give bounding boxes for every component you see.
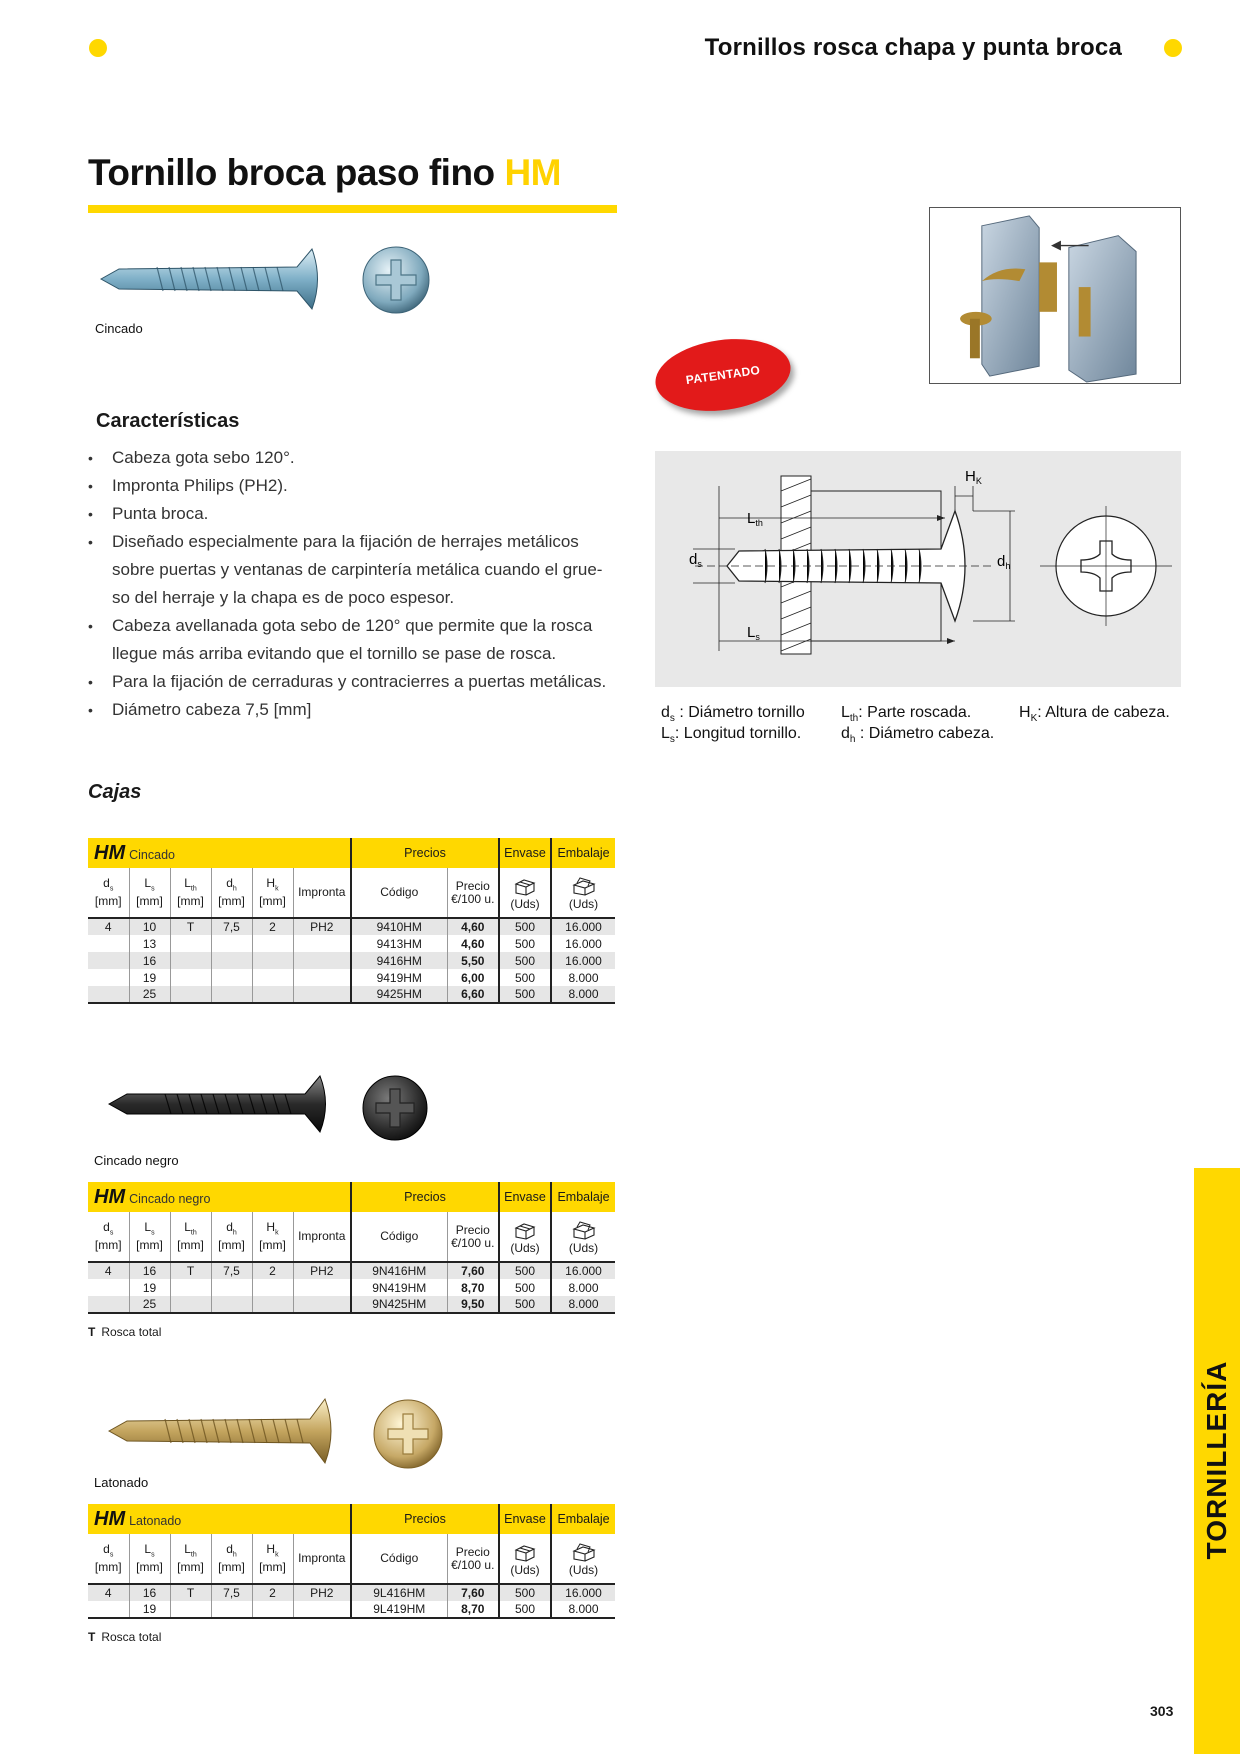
table-cell: 16.000	[551, 935, 615, 952]
table-cell: 7,5	[211, 1584, 252, 1601]
table-cell: PH2	[293, 1262, 351, 1279]
table-cell	[170, 1296, 211, 1313]
table-cell: PH2	[293, 918, 351, 935]
label-hk: $H_K$	[965, 468, 982, 486]
table-cell: 6,60	[447, 986, 499, 1003]
table-cell: 4,60	[447, 918, 499, 935]
table-cell	[88, 986, 129, 1003]
table-cell: 500	[499, 969, 551, 986]
table-cell: 8.000	[551, 1279, 615, 1296]
legend-dh: $d_h$ : Diámetro cabeza.	[841, 725, 995, 746]
table-cell: 8,70	[447, 1601, 499, 1618]
col-hk: $H_k$ [mm]	[252, 1212, 293, 1262]
table-row	[88, 935, 615, 952]
table-cell: 500	[499, 1296, 551, 1313]
col-embalaje: (Uds)	[551, 1534, 615, 1584]
table-cell: 19	[129, 969, 170, 986]
table-cell: 19	[129, 1601, 170, 1618]
package-icon	[571, 1542, 597, 1562]
col-ls: $L_s$ [mm]	[129, 1534, 170, 1584]
table-cell	[293, 986, 351, 1003]
table-cell: 16	[129, 1584, 170, 1601]
note-rosca-total-2: T Rosca total	[88, 1630, 162, 1644]
cajas-title: Cajas	[88, 781, 142, 803]
table-cell: 13	[129, 935, 170, 952]
characteristic-item: • Para la fijación de cerraduras y contracierres a puertas metálicas.	[88, 668, 618, 696]
table-row	[88, 1262, 615, 1279]
label-ds: $d_s$	[689, 551, 702, 569]
table-cell: 9L416HM	[351, 1584, 447, 1601]
table-cell: 500	[499, 952, 551, 969]
table-cell	[293, 952, 351, 969]
table-cell	[293, 935, 351, 952]
package-icon	[571, 876, 597, 896]
table-cell	[170, 969, 211, 986]
table-cell	[293, 969, 351, 986]
page-title	[88, 152, 561, 194]
table-cell	[211, 969, 252, 986]
page-title-main: Tornillo broca paso fino	[88, 152, 495, 193]
page-title-highlight: HM	[504, 152, 561, 193]
table-cell: 9L419HM	[351, 1601, 447, 1618]
table-cell	[211, 986, 252, 1003]
col-ds: $d_s$ [mm]	[88, 868, 129, 918]
table-cell	[211, 1279, 252, 1296]
table-cell: 16	[129, 1262, 170, 1279]
table-cell: 7,5	[211, 918, 252, 935]
table-cell: 6,00	[447, 969, 499, 986]
label-ls: $L_s$	[747, 624, 760, 642]
head-black-image	[362, 1075, 428, 1141]
col-codigo: Código	[351, 1212, 447, 1262]
col-group-embalaje: Embalaje	[551, 1504, 615, 1534]
table-cell: 8.000	[551, 1296, 615, 1313]
col-hk: $H_k$ [mm]	[252, 1534, 293, 1584]
finish-label-black: Cincado negro	[94, 1153, 179, 1168]
col-precio: Precio €/100 u.	[447, 1534, 499, 1584]
characteristic-item: • Impronta Philips (PH2).	[88, 472, 618, 500]
table-cell: 500	[499, 1584, 551, 1601]
table-cell	[170, 1279, 211, 1296]
table-cell: 7,60	[447, 1584, 499, 1601]
col-group-precios: Precios	[351, 1504, 499, 1534]
legend-ls: $L_s$: Longitud tornillo.	[661, 725, 802, 746]
table-cell: 9416HM	[351, 952, 447, 969]
price-table-black	[88, 1182, 615, 1314]
table-cell: 500	[499, 918, 551, 935]
col-lth: $L_{th}$ [mm]	[170, 1212, 211, 1262]
patent-badge	[651, 331, 795, 419]
table-cell: 500	[499, 986, 551, 1003]
col-ds: $d_s$ [mm]	[88, 1212, 129, 1262]
screw-brass-image	[105, 1395, 345, 1467]
table-cell: 9N425HM	[351, 1296, 447, 1313]
label-lth: $L_{th}$	[747, 510, 763, 528]
head-zinc-image	[362, 246, 430, 314]
table-row	[88, 1296, 615, 1313]
table-cell	[293, 1296, 351, 1313]
table-cell: 4	[88, 1584, 129, 1601]
table-cell: 2	[252, 918, 293, 935]
col-group-envase: Envase	[499, 1504, 551, 1534]
characteristics-list	[88, 444, 618, 724]
table-cell	[211, 1296, 252, 1313]
table-cell: 25	[129, 986, 170, 1003]
table-cell: 8.000	[551, 969, 615, 986]
table-cell: 16	[129, 952, 170, 969]
characteristic-item: • Cabeza avellanada gota sebo de 120° que permite que la rosca llegue más arriba evitando que el tornillo se pase de rosca.	[88, 612, 618, 668]
col-envase: (Uds)	[499, 1212, 551, 1262]
table-cell	[211, 1601, 252, 1618]
table-cell: 4	[88, 918, 129, 935]
finish-label-brass: Latonado	[94, 1475, 149, 1490]
table-cell	[252, 1279, 293, 1296]
section-side-label: TORNILLERÍA	[1201, 1360, 1232, 1560]
col-group-embalaje: Embalaje	[551, 1182, 615, 1212]
table-cell: 16.000	[551, 1262, 615, 1279]
characteristic-item: • Diseñado especialmente para la fijación de herrajes metálicos sobre puertas y ventanas de carpintería metálica cuando el grue-so del herraje y la chapa es de poco espesor.	[88, 528, 618, 612]
table-cell: 16.000	[551, 1584, 615, 1601]
table-cell: 9410HM	[351, 918, 447, 935]
col-impronta: Impronta	[293, 1212, 351, 1262]
table-cell: 9425HM	[351, 986, 447, 1003]
table-title: HM Latonado	[88, 1504, 351, 1534]
table-row	[88, 1601, 615, 1618]
price-table-brass	[88, 1504, 615, 1619]
table-cell	[88, 952, 129, 969]
box-icon	[513, 1542, 537, 1562]
table-cell	[88, 1279, 129, 1296]
table-row	[88, 952, 615, 969]
table-cell	[88, 1296, 129, 1313]
col-impronta: Impronta	[293, 868, 351, 918]
table-cell: 8,70	[447, 1279, 499, 1296]
patent-badge-text: PATENTADO	[685, 362, 761, 388]
table-row	[88, 986, 615, 1003]
col-codigo: Código	[351, 868, 447, 918]
table-cell: 8.000	[551, 1601, 615, 1618]
characteristic-item: • Diámetro cabeza 7,5 [mm]	[88, 696, 618, 724]
col-embalaje: (Uds)	[551, 1212, 615, 1262]
legend-ds: $d_s$ : Diámetro tornillo	[661, 704, 805, 725]
package-icon	[571, 1220, 597, 1240]
note-rosca-total-1: T Rosca total	[88, 1325, 162, 1339]
table-cell	[252, 986, 293, 1003]
col-envase: (Uds)	[499, 1534, 551, 1584]
table-cell: 4	[88, 1262, 129, 1279]
table-cell: 9N419HM	[351, 1279, 447, 1296]
table-cell: 500	[499, 1262, 551, 1279]
col-lth: $L_{th}$ [mm]	[170, 868, 211, 918]
table-cell: 5,50	[447, 952, 499, 969]
characteristic-item: • Punta broca.	[88, 500, 618, 528]
table-cell: 16.000	[551, 918, 615, 935]
table-row	[88, 1279, 615, 1296]
box-icon	[513, 876, 537, 896]
col-group-envase: Envase	[499, 838, 551, 868]
table-cell	[252, 1296, 293, 1313]
col-dh: $d_h$ [mm]	[211, 1534, 252, 1584]
table-cell: 7,5	[211, 1262, 252, 1279]
col-precio: Precio €/100 u.	[447, 868, 499, 918]
table-cell: T	[170, 1262, 211, 1279]
table-title: HM Cincado	[88, 838, 351, 868]
table-cell	[88, 969, 129, 986]
col-group-precios: Precios	[351, 838, 499, 868]
table-cell: 16.000	[551, 952, 615, 969]
table-cell: 9413HM	[351, 935, 447, 952]
screw-black-image	[105, 1072, 337, 1136]
table-cell: 9419HM	[351, 969, 447, 986]
table-cell	[211, 952, 252, 969]
col-lth: $L_{th}$ [mm]	[170, 1534, 211, 1584]
table-row	[88, 1584, 615, 1601]
page-number: 303	[1150, 1703, 1174, 1719]
col-ls: $L_s$ [mm]	[129, 868, 170, 918]
characteristics-title: Características	[96, 410, 240, 432]
table-row	[88, 969, 615, 986]
section-side-tab	[1194, 1168, 1240, 1754]
table-cell	[293, 1279, 351, 1296]
finish-label-zinc: Cincado	[95, 321, 143, 336]
technical-diagram	[655, 451, 1181, 687]
table-cell	[88, 935, 129, 952]
table-cell: 9,50	[447, 1296, 499, 1313]
col-impronta: Impronta	[293, 1534, 351, 1584]
table-cell: 9N416HM	[351, 1262, 447, 1279]
table-cell: 25	[129, 1296, 170, 1313]
col-ds: $d_s$ [mm]	[88, 1534, 129, 1584]
table-cell: 4,60	[447, 935, 499, 952]
box-icon	[513, 1220, 537, 1240]
table-cell	[293, 1601, 351, 1618]
table-cell: T	[170, 918, 211, 935]
col-codigo: Código	[351, 1534, 447, 1584]
table-cell	[170, 1601, 211, 1618]
head-brass-image	[373, 1399, 443, 1469]
table-cell: 2	[252, 1262, 293, 1279]
table-cell	[170, 986, 211, 1003]
table-title: HM Cincado negro	[88, 1182, 351, 1212]
table-row	[88, 918, 615, 935]
header-title: Tornillos rosca chapa y punta broca	[704, 34, 1122, 61]
title-underline	[88, 205, 617, 213]
table-cell	[88, 1601, 129, 1618]
decor-dot-left	[89, 39, 107, 57]
table-cell	[252, 952, 293, 969]
label-dh: $d_h$	[997, 553, 1011, 571]
col-group-precios: Precios	[351, 1182, 499, 1212]
table-cell: 500	[499, 1601, 551, 1618]
legend-lth: $L_{th}$: Parte roscada.	[841, 704, 972, 725]
table-cell	[252, 969, 293, 986]
col-group-envase: Envase	[499, 1182, 551, 1212]
col-group-embalaje: Embalaje	[551, 838, 615, 868]
screw-zinc-image	[97, 243, 337, 315]
table-cell	[170, 935, 211, 952]
col-embalaje: (Uds)	[551, 868, 615, 918]
table-cell: 19	[129, 1279, 170, 1296]
col-precio: Precio €/100 u.	[447, 1212, 499, 1262]
table-cell: 8.000	[551, 986, 615, 1003]
col-dh: $d_h$ [mm]	[211, 868, 252, 918]
table-cell	[211, 935, 252, 952]
col-hk: $H_k$ [mm]	[252, 868, 293, 918]
price-table-zinc	[88, 838, 615, 1004]
table-cell: 2	[252, 1584, 293, 1601]
characteristic-item: • Cabeza gota sebo 120°.	[88, 444, 618, 472]
table-cell: 7,60	[447, 1262, 499, 1279]
table-cell	[252, 1601, 293, 1618]
table-cell	[252, 935, 293, 952]
col-envase: (Uds)	[499, 868, 551, 918]
table-cell: PH2	[293, 1584, 351, 1601]
table-cell: T	[170, 1584, 211, 1601]
legend-hk: $H_K$: Altura de cabeza.	[1019, 704, 1170, 725]
table-cell: 10	[129, 918, 170, 935]
col-dh: $d_h$ [mm]	[211, 1212, 252, 1262]
table-cell: 500	[499, 935, 551, 952]
table-cell	[170, 952, 211, 969]
decor-dot-right	[1164, 39, 1182, 57]
application-photo	[929, 207, 1181, 384]
table-cell: 500	[499, 1279, 551, 1296]
col-ls: $L_s$ [mm]	[129, 1212, 170, 1262]
